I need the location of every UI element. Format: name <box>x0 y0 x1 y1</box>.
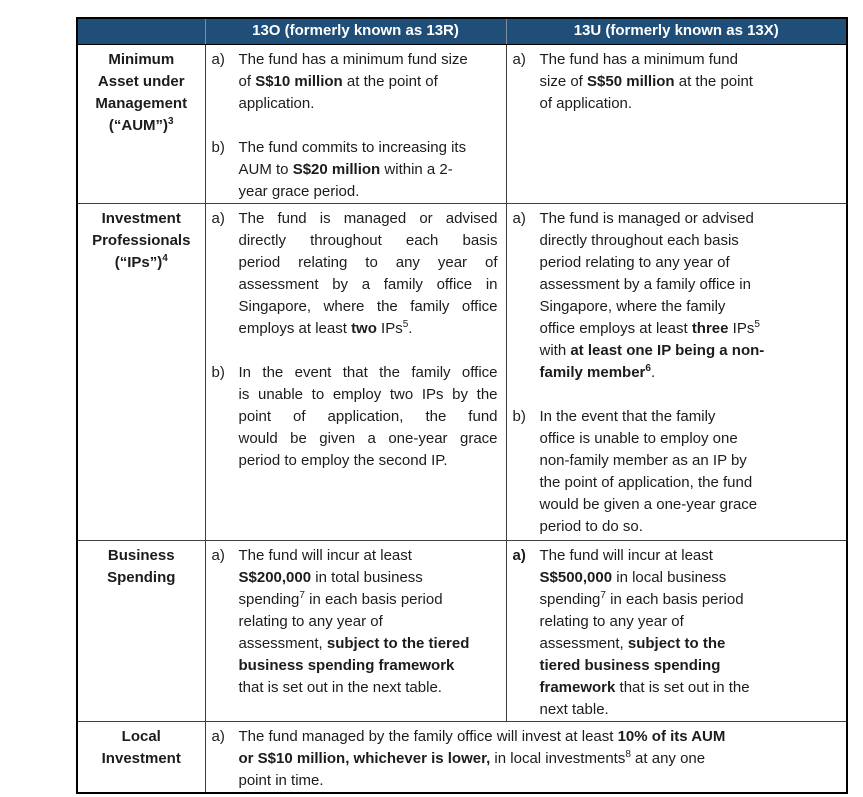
header-row <box>77 18 847 45</box>
table-row-ips <box>77 204 847 541</box>
table-row-business-spending <box>77 541 847 722</box>
header-corner-cell <box>77 18 205 45</box>
text-line: point of application, the fund <box>238 408 498 425</box>
text-line: non-family member as an IP by <box>539 452 747 469</box>
text-line: S$200,000 in total business <box>238 569 423 586</box>
text-line: assessment by a family office in <box>539 276 751 293</box>
text-line: the point of application, the fund <box>539 474 753 491</box>
text-line: assessment, subject to the tiered <box>238 635 470 652</box>
label-line: Minimum <box>108 51 175 68</box>
text-line: The fund is managed or advised <box>539 210 754 227</box>
text-line: period relating to any year of <box>539 254 730 271</box>
text-line: The fund will incur at least <box>238 547 412 564</box>
text-line: S$500,000 in local business <box>539 569 727 586</box>
text-line: relating to any year of <box>539 613 684 630</box>
item-marker: a) <box>512 51 526 68</box>
text-line: application. <box>238 95 315 112</box>
text-line: directly throughout each basis <box>539 232 739 249</box>
item-marker: a) <box>512 210 526 227</box>
cell-ips-13o <box>205 204 506 541</box>
text-line: The fund has a minimum fund size <box>238 51 468 68</box>
text-line: spending$^7$ in each basis period <box>539 590 744 608</box>
list-item <box>212 208 498 340</box>
item-text <box>540 545 839 721</box>
item-marker: b) <box>211 364 225 381</box>
text-line: The fund will incur at least <box>539 547 713 564</box>
item-text <box>540 406 839 538</box>
list-item <box>212 726 839 792</box>
text-line: assessment, subject to the <box>539 635 726 652</box>
row-label-aum <box>77 45 205 204</box>
text-line: period relating to any year of <box>238 254 498 271</box>
footnote-ref: 8 <box>625 749 631 760</box>
text-line: office is unable to employ one <box>539 430 738 447</box>
cell-business-spending-13o <box>205 541 506 722</box>
item-text <box>239 726 839 792</box>
text-line: framework that is set out in the <box>539 679 750 696</box>
text-line: The fund managed by the family office will invest at least 10% of its AUM <box>238 728 726 745</box>
footnote-ref: 4 <box>162 253 168 264</box>
text-line: AUM to S$20 million within a 2- <box>238 161 453 178</box>
text-line: would be given a one-year grace <box>238 430 498 447</box>
text-line: The fund is managed or advised <box>238 210 498 227</box>
header-cell-13o: 13O (formerly known as 13R) <box>205 18 506 45</box>
text-line: In the event that the family office <box>238 364 498 381</box>
text-line: In the event that the family <box>539 408 716 425</box>
row-label-local-investment <box>77 722 205 794</box>
item-text <box>239 545 498 699</box>
text-line: that is set out in the next table. <box>238 679 442 696</box>
cell-business-spending-13u <box>506 541 847 722</box>
text-line: Singapore, where the family <box>539 298 726 315</box>
item-marker: b) <box>211 139 225 156</box>
text-line: family member$^6$. <box>539 363 656 381</box>
label-line: Business <box>107 547 175 564</box>
label-line: Investment <box>101 210 181 227</box>
list-item <box>212 545 498 699</box>
text-line: spending$^7$ in each basis period <box>238 590 443 608</box>
label-line: Spending <box>107 569 176 586</box>
text-line: assessment by a family office in <box>238 276 498 293</box>
text-line: of S$10 million at the point of <box>238 73 438 90</box>
footnote-ref: 6 <box>645 363 651 374</box>
text-line: with at least one IP being a non- <box>539 342 765 359</box>
label-line: (“IPs”)$^4$ <box>114 253 168 271</box>
text-line: point in time. <box>238 772 324 789</box>
text-line: period to do so. <box>539 518 643 535</box>
row-label-business-spending <box>77 541 205 722</box>
text-line: Singapore, where the family office <box>238 298 498 315</box>
text-line: size of S$50 million at the point <box>539 73 753 90</box>
text-line: or S$10 million, whichever is lower, in local investments$^8$ at any one <box>238 749 706 767</box>
item-marker: a) <box>211 51 225 68</box>
text-line: directly throughout each basis <box>238 232 498 249</box>
item-marker: a) <box>211 210 225 227</box>
list-item <box>513 406 839 538</box>
item-text <box>540 208 839 384</box>
text-line: is unable to employ two IPs by the <box>238 386 498 403</box>
row-label-ips <box>77 204 205 541</box>
item-marker: a) <box>512 547 526 564</box>
text-line: employs at least two IPs$^5$. <box>238 319 413 337</box>
item-text <box>239 208 498 340</box>
footnote-ref: 7 <box>600 590 606 601</box>
cell-aum-13u <box>506 45 847 204</box>
item-text <box>239 137 498 203</box>
list-item <box>212 362 498 472</box>
text-line: period to employ the second IP. <box>238 452 448 469</box>
text-line: The fund commits to increasing its <box>238 139 467 156</box>
item-marker: a) <box>211 547 225 564</box>
text-line: business spending framework <box>238 657 455 674</box>
text-line: tiered business spending <box>539 657 721 674</box>
footnote-ref: 7 <box>299 590 305 601</box>
footnote-ref: 3 <box>168 116 174 127</box>
footnote-ref: 5 <box>754 319 760 330</box>
footnote-ref: 5 <box>402 319 409 330</box>
item-marker: b) <box>512 408 526 425</box>
text-line: would be given a one-year grace <box>539 496 758 513</box>
list-item <box>513 208 839 384</box>
list-item <box>513 49 839 115</box>
text-line: of application. <box>539 95 633 112</box>
label-line: (“AUM”)$^3$ <box>108 116 174 134</box>
text-line: The fund has a minimum fund <box>539 51 738 68</box>
label-line: Management <box>95 95 188 112</box>
item-text <box>540 49 839 115</box>
cell-aum-13o <box>205 45 506 204</box>
text-line: relating to any year of <box>238 613 383 630</box>
label-line: Investment <box>101 750 181 767</box>
list-item <box>513 545 839 721</box>
table-row-local-investment <box>77 722 847 794</box>
list-item <box>212 49 498 115</box>
comparison-table <box>76 17 848 794</box>
item-marker: a) <box>211 728 225 745</box>
item-text <box>239 362 498 472</box>
cell-ips-13u <box>506 204 847 541</box>
item-text <box>239 49 498 115</box>
table-row-aum <box>77 45 847 204</box>
text-line: year grace period. <box>238 183 360 200</box>
header-cell-13u: 13U (formerly known as 13X) <box>506 18 847 45</box>
label-line: Asset under <box>97 73 185 90</box>
list-item <box>212 137 498 203</box>
label-line: Local <box>121 728 161 745</box>
text-line: next table. <box>539 701 609 718</box>
label-line: Professionals <box>92 232 191 249</box>
cell-local-investment-span <box>205 722 847 794</box>
text-line: office employs at least three IPs$^5$ <box>539 319 760 337</box>
